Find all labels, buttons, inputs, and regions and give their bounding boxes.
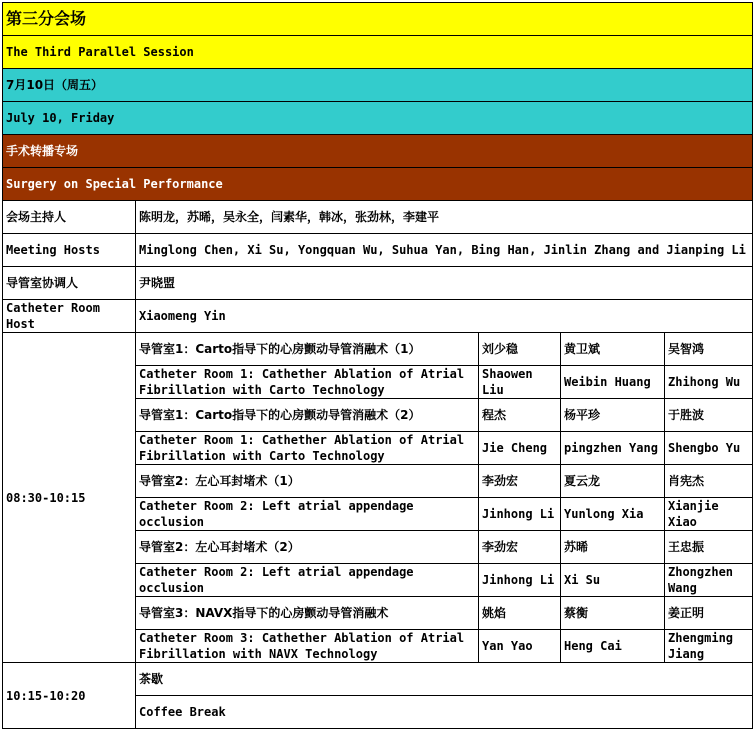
session-person: 黄卫斌 <box>561 333 665 366</box>
cath-host-label-en: Catheter Room Host <box>3 300 136 333</box>
session-person: 杨平珍 <box>561 399 665 432</box>
cath-host-cn-row <box>3 267 753 300</box>
session2-time: 10:15-10:20 <box>3 663 136 729</box>
session-person: 姜正明 <box>665 597 753 630</box>
date-en-row <box>3 102 753 135</box>
date-cn: 7月10日（周五） <box>3 69 753 102</box>
meeting-hosts-en-row <box>3 234 753 267</box>
session-topic: 导管室2：左心耳封堵术（1） <box>136 465 479 498</box>
session-person: Xianjie Xiao <box>665 498 753 531</box>
session-person: 苏晞 <box>561 531 665 564</box>
session-person: pingzhen Yang <box>561 432 665 465</box>
session1-time: 08:30-10:15 <box>3 333 136 663</box>
session-person: Weibin Huang <box>561 366 665 399</box>
title-cn-row <box>3 3 753 36</box>
session-person: Shaowen Liu <box>479 366 561 399</box>
session-topic: Catheter Room 1: Cathether Ablation of Atrial Fibrillation with Carto Technology <box>136 366 479 399</box>
session-person: 姚焰 <box>479 597 561 630</box>
topic-cn: 手术转播专场 <box>3 135 753 168</box>
break-cn-row <box>3 663 753 696</box>
date-en: July 10, Friday <box>3 102 753 135</box>
date-cn-row <box>3 69 753 102</box>
session-topic: 导管室1：Carto指导下的心房颤动导管消融术（2） <box>136 399 479 432</box>
meeting-hosts-names-cn: 陈明龙，苏晞，吴永全，闫素华，韩冰，张劲林，李建平 <box>136 201 753 234</box>
topic-en: Surgery on Special Performance <box>3 168 753 201</box>
session-title-en: The Third Parallel Session <box>3 36 753 69</box>
cath-host-en-row <box>3 300 753 333</box>
session-person: 夏云龙 <box>561 465 665 498</box>
session-person: Jinhong Li <box>479 564 561 597</box>
meeting-hosts-label-en: Meeting Hosts <box>3 234 136 267</box>
session-topic: 导管室3：NAVX指导下的心房颤动导管消融术 <box>136 597 479 630</box>
meeting-hosts-cn-row <box>3 201 753 234</box>
schedule-sheet <box>2 2 752 729</box>
session-person: 蔡衡 <box>561 597 665 630</box>
session-person: 吴智鸿 <box>665 333 753 366</box>
session-topic: 导管室2：左心耳封堵术（2） <box>136 531 479 564</box>
topic-cn-row <box>3 135 753 168</box>
session-person: 刘少稳 <box>479 333 561 366</box>
session-person: Jie Cheng <box>479 432 561 465</box>
session-topic: Catheter Room 1: Cathether Ablation of Atrial Fibrillation with Carto Technology <box>136 432 479 465</box>
session-person: 李劲宏 <box>479 531 561 564</box>
session-person: 于胜波 <box>665 399 753 432</box>
session-person: 肖宪杰 <box>665 465 753 498</box>
session-person: 程杰 <box>479 399 561 432</box>
meeting-hosts-label-cn: 会场主持人 <box>3 201 136 234</box>
break-label-en: Coffee Break <box>136 696 753 729</box>
session-person: Zhongzhen Wang <box>665 564 753 597</box>
session-person: Zhengming Jiang <box>665 630 753 663</box>
cath-host-name-cn: 尹晓盟 <box>136 267 753 300</box>
break-label-cn: 茶歇 <box>136 663 753 696</box>
session-topic: Catheter Room 2: Left atrial appendage occlusion <box>136 564 479 597</box>
topic-en-row <box>3 168 753 201</box>
meeting-hosts-names-en: Minglong Chen, Xi Su, Yongquan Wu, Suhua Yan, Bing Han, Jinlin Zhang and Jianping Li <box>136 234 753 267</box>
session-person: Yunlong Xia <box>561 498 665 531</box>
session-person: Heng Cai <box>561 630 665 663</box>
session-person: 王忠振 <box>665 531 753 564</box>
session-title-cn: 第三分会场 <box>3 3 753 36</box>
session-person: 李劲宏 <box>479 465 561 498</box>
cath-host-name-en: Xiaomeng Yin <box>136 300 753 333</box>
session-topic: 导管室1：Carto指导下的心房颤动导管消融术（1） <box>136 333 479 366</box>
session-person: Jinhong Li <box>479 498 561 531</box>
session-person: Yan Yao <box>479 630 561 663</box>
session-topic: Catheter Room 3: Cathether Ablation of Atrial Fibrillation with NAVX Technology <box>136 630 479 663</box>
session-person: Xi Su <box>561 564 665 597</box>
schedule-table <box>2 2 753 729</box>
session-person: Zhihong Wu <box>665 366 753 399</box>
session-person: Shengbo Yu <box>665 432 753 465</box>
title-en-row <box>3 36 753 69</box>
session-topic: Catheter Room 2: Left atrial appendage occlusion <box>136 498 479 531</box>
cath-host-label-cn: 导管室协调人 <box>3 267 136 300</box>
session-row <box>3 333 753 366</box>
